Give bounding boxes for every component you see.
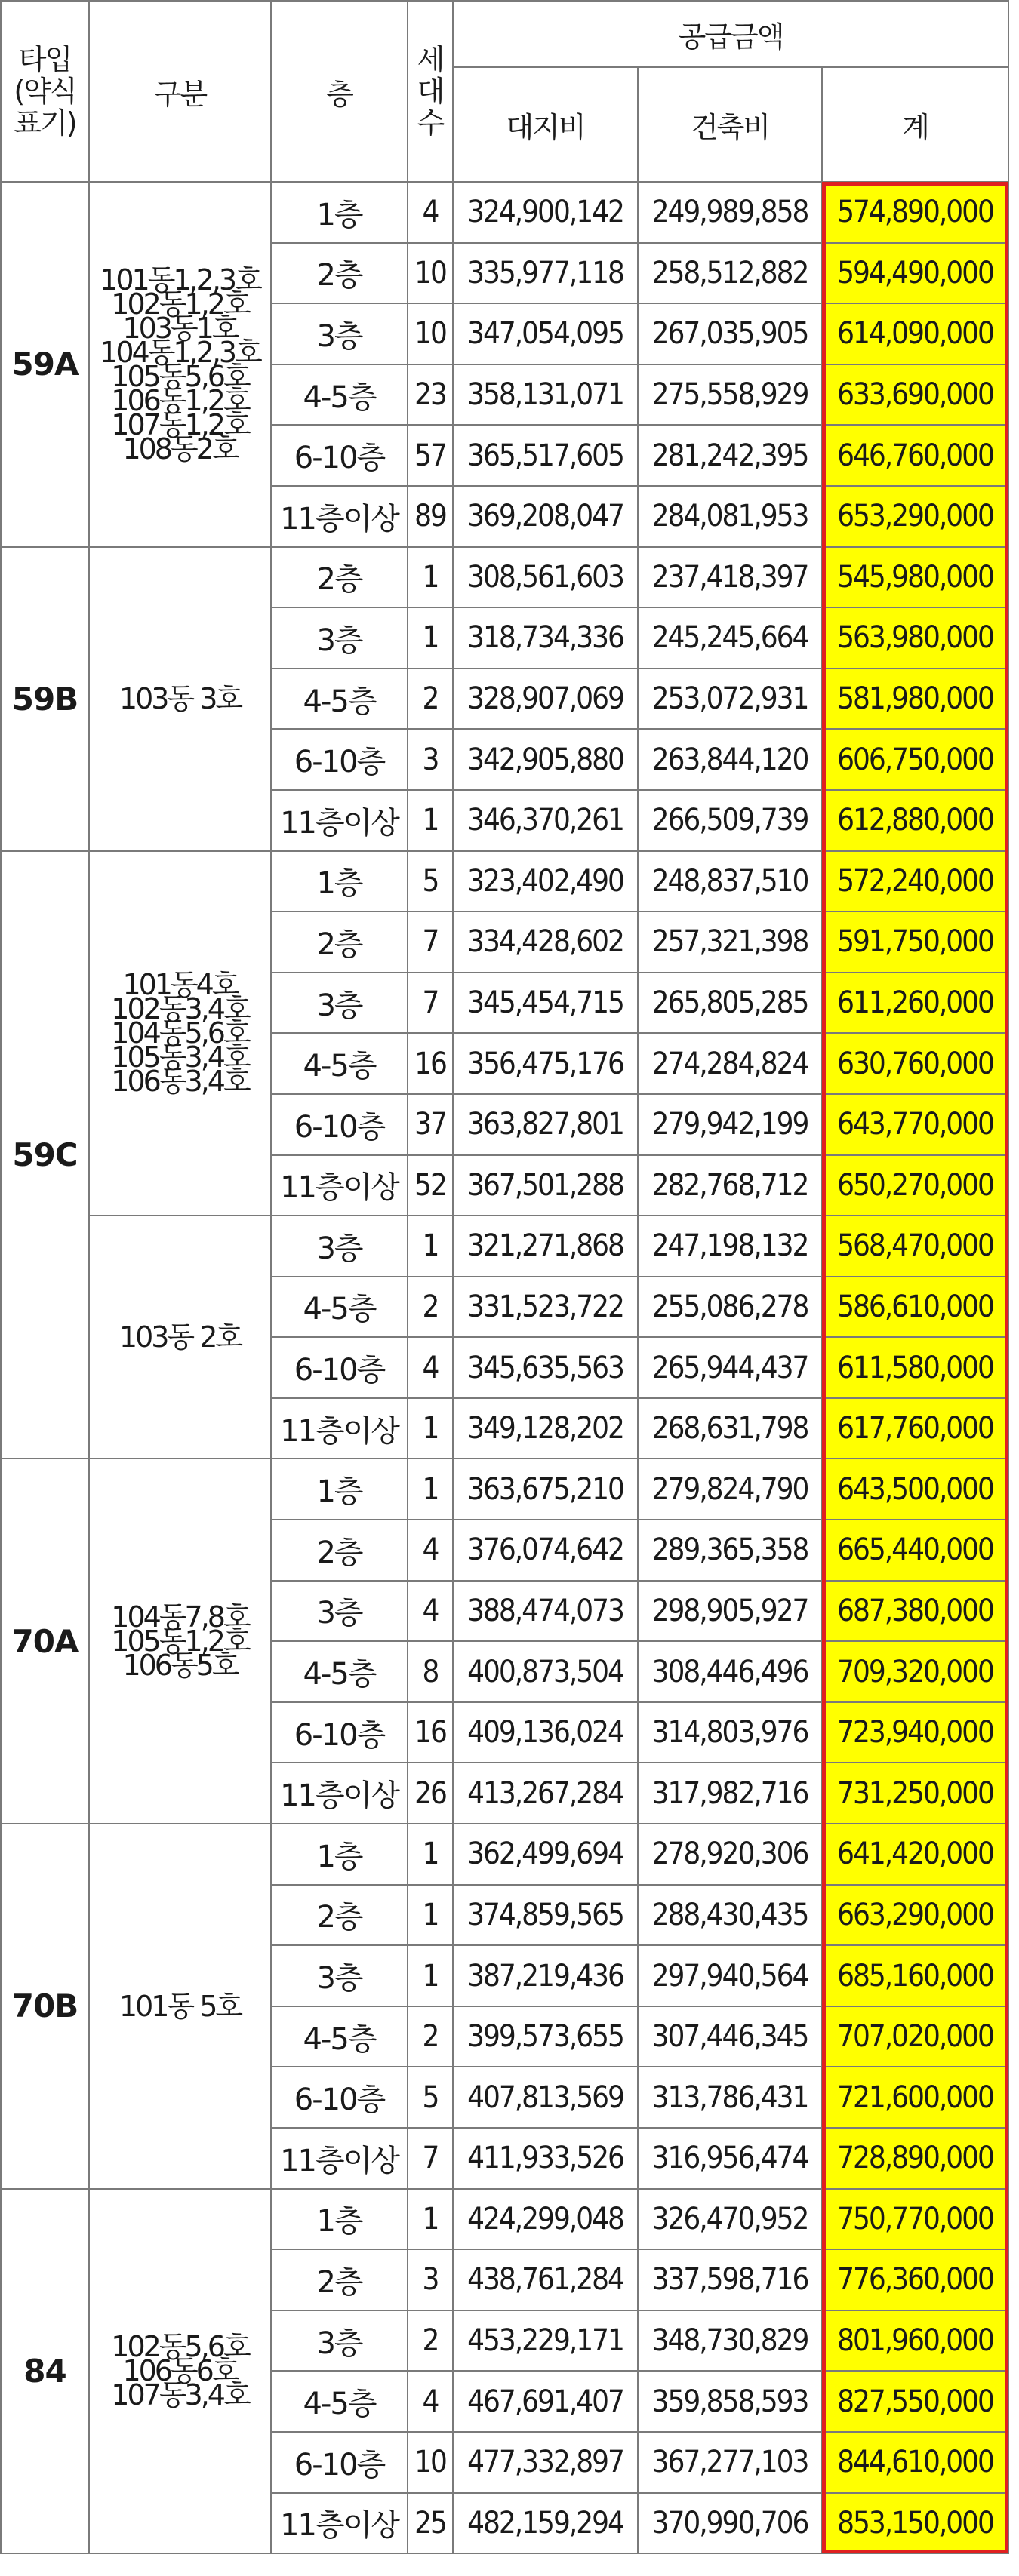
type-cell: 70A	[1, 1459, 89, 1824]
land-cost-cell: 407,813,569	[453, 2067, 638, 2128]
building-cost-cell: 257,321,398	[638, 911, 822, 973]
floor-cell: 1층	[271, 1824, 408, 1885]
total-cell: 606,750,000	[822, 729, 1008, 790]
land-cost-cell: 358,131,071	[453, 364, 638, 426]
floor-cell: 6-10층	[271, 2067, 408, 2128]
total-cell: 574,890,000	[822, 182, 1008, 243]
total-cell: 721,600,000	[822, 2067, 1008, 2128]
floor-cell: 11층이상	[271, 486, 408, 547]
header-floor: 층	[271, 1, 408, 182]
table-body	[1, 182, 1008, 2553]
land-cost-cell: 387,219,436	[453, 1945, 638, 2006]
building-cost-cell: 265,805,285	[638, 973, 822, 1034]
total-cell: 665,440,000	[822, 1520, 1008, 1581]
total-cell: 611,260,000	[822, 973, 1008, 1034]
building-cost-cell: 281,242,395	[638, 425, 822, 486]
header-total: 계	[822, 67, 1008, 182]
land-cost-cell: 409,136,024	[453, 1702, 638, 1763]
households-cell: 5	[408, 2067, 453, 2128]
households-cell: 10	[408, 2432, 453, 2493]
header-land-cost: 대지비	[453, 67, 638, 182]
floor-cell: 4-5층	[271, 2006, 408, 2067]
land-cost-cell: 318,734,336	[453, 607, 638, 669]
total-cell: 630,760,000	[822, 1033, 1008, 1094]
households-cell: 4	[408, 1520, 453, 1581]
floor-cell: 3층	[271, 1216, 408, 1277]
building-cost-cell: 279,942,199	[638, 1094, 822, 1155]
households-cell: 26	[408, 1763, 453, 1824]
land-cost-cell: 424,299,048	[453, 2189, 638, 2250]
land-cost-cell: 323,402,490	[453, 851, 638, 912]
land-cost-cell: 345,635,563	[453, 1337, 638, 1398]
total-cell: 572,240,000	[822, 851, 1008, 912]
building-cost-cell: 326,470,952	[638, 2189, 822, 2250]
type-cell: 70B	[1, 1824, 89, 2189]
total-cell: 750,770,000	[822, 2189, 1008, 2250]
total-cell: 617,760,000	[822, 1398, 1008, 1459]
households-cell: 1	[408, 607, 453, 669]
building-cost-cell: 317,982,716	[638, 1763, 822, 1824]
type-cell: 59C	[1, 851, 89, 1459]
floor-cell: 4-5층	[271, 669, 408, 730]
households-cell: 57	[408, 425, 453, 486]
land-cost-cell: 376,074,642	[453, 1520, 638, 1581]
floor-cell: 2층	[271, 547, 408, 608]
households-cell: 2	[408, 1277, 453, 1338]
building-cost-cell: 337,598,716	[638, 2249, 822, 2310]
floor-cell: 11층이상	[271, 790, 408, 851]
households-cell: 5	[408, 851, 453, 912]
land-cost-cell: 477,332,897	[453, 2432, 638, 2493]
floor-cell: 6-10층	[271, 729, 408, 790]
floor-cell: 4-5층	[271, 1277, 408, 1338]
floor-cell: 6-10층	[271, 1094, 408, 1155]
building-cost-cell: 282,768,712	[638, 1155, 822, 1216]
land-cost-cell: 413,267,284	[453, 1763, 638, 1824]
total-cell: 581,980,000	[822, 669, 1008, 730]
building-cost-cell: 266,509,739	[638, 790, 822, 851]
total-cell: 801,960,000	[822, 2310, 1008, 2372]
floor-cell: 2층	[271, 1885, 408, 1946]
land-cost-cell: 369,208,047	[453, 486, 638, 547]
floor-cell: 1층	[271, 182, 408, 243]
building-cost-cell: 359,858,593	[638, 2371, 822, 2432]
building-cost-cell: 275,558,929	[638, 364, 822, 426]
building-cost-cell: 268,631,798	[638, 1398, 822, 1459]
households-cell: 4	[408, 2371, 453, 2432]
land-cost-cell: 334,428,602	[453, 911, 638, 973]
households-cell: 4	[408, 1581, 453, 1642]
floor-cell: 2층	[271, 911, 408, 973]
header-row-top	[1, 1, 1008, 67]
land-cost-cell: 345,454,715	[453, 973, 638, 1034]
total-cell: 614,090,000	[822, 303, 1008, 364]
floor-cell: 2층	[271, 1520, 408, 1581]
households-cell: 2	[408, 669, 453, 730]
division-cell: 102동5,6호 106동6호 107동3,4호	[89, 2189, 271, 2554]
total-cell: 731,250,000	[822, 1763, 1008, 1824]
land-cost-cell: 363,827,801	[453, 1094, 638, 1155]
floor-cell: 4-5층	[271, 1033, 408, 1094]
floor-cell: 3층	[271, 2310, 408, 2372]
building-cost-cell: 288,430,435	[638, 1885, 822, 1946]
total-cell: 650,270,000	[822, 1155, 1008, 1216]
households-cell: 7	[408, 973, 453, 1034]
total-cell: 723,940,000	[822, 1702, 1008, 1763]
floor-cell: 3층	[271, 607, 408, 669]
land-cost-cell: 356,475,176	[453, 1033, 638, 1094]
header-households	[408, 1, 453, 182]
building-cost-cell: 245,245,664	[638, 607, 822, 669]
building-cost-cell: 249,989,858	[638, 182, 822, 243]
building-cost-cell: 314,803,976	[638, 1702, 822, 1763]
floor-cell: 6-10층	[271, 1337, 408, 1398]
floor-cell: 2층	[271, 2249, 408, 2310]
building-cost-cell: 298,905,927	[638, 1581, 822, 1642]
table-row	[1, 1216, 1008, 1277]
households-cell: 89	[408, 486, 453, 547]
households-cell: 1	[408, 1885, 453, 1946]
households-cell: 3	[408, 2249, 453, 2310]
floor-cell: 11층이상	[271, 2493, 408, 2554]
land-cost-cell: 342,905,880	[453, 729, 638, 790]
table-row	[1, 547, 1008, 608]
households-cell: 7	[408, 911, 453, 973]
building-cost-cell: 367,277,103	[638, 2432, 822, 2493]
building-cost-cell: 284,081,953	[638, 486, 822, 547]
households-cell: 1	[408, 1216, 453, 1277]
households-cell: 1	[408, 547, 453, 608]
type-cell: 59A	[1, 182, 89, 547]
division-cell: 103동 2호	[89, 1216, 271, 1459]
total-cell: 641,420,000	[822, 1824, 1008, 1885]
building-cost-cell: 313,786,431	[638, 2067, 822, 2128]
floor-cell: 1층	[271, 1459, 408, 1520]
land-cost-cell: 367,501,288	[453, 1155, 638, 1216]
total-cell: 687,380,000	[822, 1581, 1008, 1642]
table-row	[1, 1824, 1008, 1885]
building-cost-cell: 265,944,437	[638, 1337, 822, 1398]
building-cost-cell: 255,086,278	[638, 1277, 822, 1338]
floor-cell: 6-10층	[271, 2432, 408, 2493]
households-cell: 2	[408, 2006, 453, 2067]
total-cell: 776,360,000	[822, 2249, 1008, 2310]
land-cost-cell: 482,159,294	[453, 2493, 638, 2554]
total-cell: 728,890,000	[822, 2128, 1008, 2189]
households-cell: 4	[408, 182, 453, 243]
building-cost-cell: 248,837,510	[638, 851, 822, 912]
floor-cell: 11층이상	[271, 1763, 408, 1824]
total-cell: 591,750,000	[822, 911, 1008, 973]
floor-cell: 3층	[271, 303, 408, 364]
land-cost-cell: 374,859,565	[453, 1885, 638, 1946]
total-cell: 707,020,000	[822, 2006, 1008, 2067]
total-cell: 611,580,000	[822, 1337, 1008, 1398]
building-cost-cell: 237,418,397	[638, 547, 822, 608]
table-row	[1, 2189, 1008, 2250]
households-cell: 3	[408, 729, 453, 790]
households-cell: 10	[408, 303, 453, 364]
building-cost-cell: 274,284,824	[638, 1033, 822, 1094]
table-row	[1, 1459, 1008, 1520]
building-cost-cell: 267,035,905	[638, 303, 822, 364]
households-cell: 1	[408, 790, 453, 851]
division-cell: 101동 5호	[89, 1824, 271, 2189]
land-cost-cell: 331,523,722	[453, 1277, 638, 1338]
header-building-cost: 건축비	[638, 67, 822, 182]
total-cell: 709,320,000	[822, 1641, 1008, 1702]
households-cell: 37	[408, 1094, 453, 1155]
building-cost-cell: 307,446,345	[638, 2006, 822, 2067]
land-cost-cell: 346,370,261	[453, 790, 638, 851]
division-cell: 101동1,2,3호 102동1,2호 103동1호 104동1,2,3호 105동5,6호 106동1,2호 107동1,2호 108동2호	[89, 182, 271, 547]
total-cell: 653,290,000	[822, 486, 1008, 547]
total-cell: 853,150,000	[822, 2493, 1008, 2554]
building-cost-cell: 279,824,790	[638, 1459, 822, 1520]
total-cell: 586,610,000	[822, 1277, 1008, 1338]
land-cost-cell: 321,271,868	[453, 1216, 638, 1277]
land-cost-cell: 328,907,069	[453, 669, 638, 730]
header-supply-amount: 공급금액	[453, 1, 1008, 67]
total-cell: 633,690,000	[822, 364, 1008, 426]
households-cell: 1	[408, 1398, 453, 1459]
floor-cell: 11층이상	[271, 1398, 408, 1459]
land-cost-cell: 308,561,603	[453, 547, 638, 608]
header-division: 구분	[89, 1, 271, 182]
households-cell: 8	[408, 1641, 453, 1702]
division-cell: 101동4호 102동3,4호 104동5,6호 105동3,4호 106동3,4호	[89, 851, 271, 1216]
header-type	[1, 1, 89, 182]
total-cell: 646,760,000	[822, 425, 1008, 486]
land-cost-cell: 438,761,284	[453, 2249, 638, 2310]
building-cost-cell: 258,512,882	[638, 243, 822, 304]
floor-cell: 4-5층	[271, 364, 408, 426]
division-cell: 104동7,8호 105동1,2호 106동5호	[89, 1459, 271, 1824]
building-cost-cell: 289,365,358	[638, 1520, 822, 1581]
households-cell: 4	[408, 1337, 453, 1398]
households-cell: 16	[408, 1702, 453, 1763]
building-cost-cell: 263,844,120	[638, 729, 822, 790]
households-cell: 23	[408, 364, 453, 426]
total-cell: 663,290,000	[822, 1885, 1008, 1946]
households-cell: 7	[408, 2128, 453, 2189]
building-cost-cell: 253,072,931	[638, 669, 822, 730]
floor-cell: 2층	[271, 243, 408, 304]
land-cost-cell: 453,229,171	[453, 2310, 638, 2372]
division-cell: 103동 3호	[89, 547, 271, 851]
households-cell: 10	[408, 243, 453, 304]
floor-cell: 3층	[271, 1581, 408, 1642]
land-cost-cell: 365,517,605	[453, 425, 638, 486]
floor-cell: 6-10층	[271, 425, 408, 486]
land-cost-cell: 388,474,073	[453, 1581, 638, 1642]
type-cell: 84	[1, 2189, 89, 2554]
total-cell: 643,500,000	[822, 1459, 1008, 1520]
land-cost-cell: 411,933,526	[453, 2128, 638, 2189]
building-cost-cell: 316,956,474	[638, 2128, 822, 2189]
floor-cell: 11층이상	[271, 2128, 408, 2189]
total-cell: 545,980,000	[822, 547, 1008, 608]
households-cell: 2	[408, 2310, 453, 2372]
building-cost-cell: 297,940,564	[638, 1945, 822, 2006]
table-row	[1, 182, 1008, 243]
land-cost-cell: 400,873,504	[453, 1641, 638, 1702]
land-cost-cell: 335,977,118	[453, 243, 638, 304]
total-cell: 827,550,000	[822, 2371, 1008, 2432]
land-cost-cell: 362,499,694	[453, 1824, 638, 1885]
building-cost-cell: 308,446,496	[638, 1641, 822, 1702]
total-cell: 612,880,000	[822, 790, 1008, 851]
type-cell: 59B	[1, 547, 89, 851]
total-cell: 643,770,000	[822, 1094, 1008, 1155]
total-cell: 685,160,000	[822, 1945, 1008, 2006]
floor-cell: 3층	[271, 1945, 408, 2006]
header-households-label: 세 대 수	[417, 43, 444, 140]
header-type-label: 타입 (약식 표기)	[14, 43, 76, 140]
floor-cell: 1층	[271, 851, 408, 912]
floor-cell: 1층	[271, 2189, 408, 2250]
households-cell: 1	[408, 1459, 453, 1520]
building-cost-cell: 348,730,829	[638, 2310, 822, 2372]
land-cost-cell: 324,900,142	[453, 182, 638, 243]
land-cost-cell: 349,128,202	[453, 1398, 638, 1459]
floor-cell: 6-10층	[271, 1702, 408, 1763]
households-cell: 1	[408, 1945, 453, 2006]
total-cell: 568,470,000	[822, 1216, 1008, 1277]
floor-cell: 4-5층	[271, 2371, 408, 2432]
land-cost-cell: 347,054,095	[453, 303, 638, 364]
land-cost-cell: 399,573,655	[453, 2006, 638, 2067]
households-cell: 52	[408, 1155, 453, 1216]
total-cell: 594,490,000	[822, 243, 1008, 304]
households-cell: 1	[408, 2189, 453, 2250]
building-cost-cell: 370,990,706	[638, 2493, 822, 2554]
building-cost-cell: 278,920,306	[638, 1824, 822, 1885]
total-cell: 563,980,000	[822, 607, 1008, 669]
floor-cell: 4-5층	[271, 1641, 408, 1702]
households-cell: 1	[408, 1824, 453, 1885]
households-cell: 16	[408, 1033, 453, 1094]
total-cell: 844,610,000	[822, 2432, 1008, 2493]
households-cell: 25	[408, 2493, 453, 2554]
table-row	[1, 851, 1008, 912]
floor-cell: 3층	[271, 973, 408, 1034]
floor-cell: 11층이상	[271, 1155, 408, 1216]
land-cost-cell: 467,691,407	[453, 2371, 638, 2432]
building-cost-cell: 247,198,132	[638, 1216, 822, 1277]
land-cost-cell: 363,675,210	[453, 1459, 638, 1520]
